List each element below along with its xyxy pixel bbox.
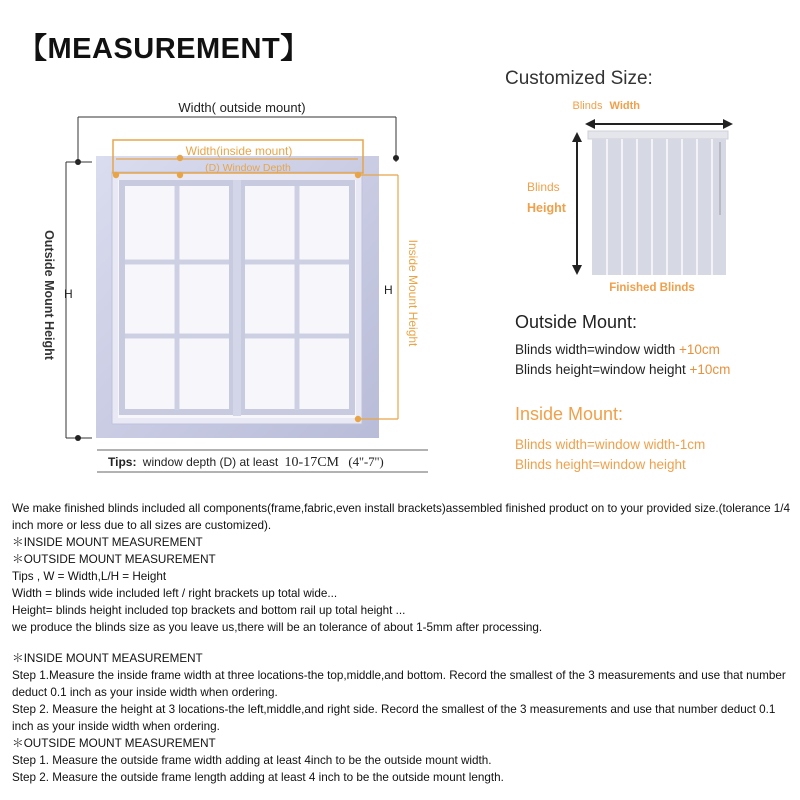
inside-mount-title: Inside Mount: <box>515 404 624 424</box>
outside-width-add: +10cm <box>678 342 720 357</box>
inside-height-label: Inside Mount Height <box>406 239 420 347</box>
outside-height-add: +10cm <box>689 362 731 377</box>
blinds-height-label-a: Blinds <box>527 180 560 194</box>
title-bracket-left: 【 <box>18 33 48 65</box>
inside-width-label: Width(inside mount) <box>185 144 293 158</box>
blinds-width-label-a: Blinds <box>572 100 603 112</box>
tolerance-note: we produce the blinds size as you leave us,there will be an tolerance of about 1-5mm after processing. <box>12 621 543 634</box>
customized-size-title: Customized Size: <box>505 68 653 89</box>
inside-mount-line-1: Blinds width=window width-1cm <box>515 437 706 452</box>
window-center-divider <box>233 180 241 416</box>
outside-mount-heading-1: ＊OUTSIDE MOUNT MEASUREMENT <box>12 553 216 566</box>
outside-step-2: Step 2. Measure the outside frame length adding at least 4 inch to be the outside mount length. <box>12 771 504 784</box>
title-text: MEASUREMENT <box>47 33 281 65</box>
blinds-height-label-b: Height <box>527 201 566 215</box>
inside-mount-heading-1: ＊INSIDE MOUNT MEASUREMENT <box>12 536 203 549</box>
finished-blinds-label: Finished Blinds <box>609 282 695 294</box>
inside-step-1: Step 1.Measure the inside frame width at three locations-the top,middle,and bottom. Record the smallest of the 3 measurements and use that number deduct 0.1 inch as your inside width when ordering. <box>12 669 786 699</box>
outside-step-1: Step 1. Measure the outside frame width adding at least 4inch to be the outside mount width. <box>12 754 492 767</box>
window-depth-label: (D) Window Depth <box>205 162 291 174</box>
h-right-label: H <box>384 283 393 297</box>
outside-width-rule: Blinds width=window width <box>515 342 676 357</box>
outside-mount-line-2 <box>515 362 730 377</box>
outside-height-dot-bottom <box>75 435 81 441</box>
title-bracket-right: 】 <box>280 33 310 65</box>
outside-mount-heading-2: ＊OUTSIDE MOUNT MEASUREMENT <box>12 737 216 750</box>
width-definition: Width = blinds wide included left / right brackets up total wide... <box>12 587 338 600</box>
tips-line <box>108 454 384 470</box>
tips-inch: (4''-7'') <box>348 454 384 469</box>
tips-text: window depth (D) at least <box>142 455 279 469</box>
outside-height-label: Outside Mount Height <box>42 230 56 360</box>
inside-mount-line-2: Blinds height=window height <box>515 457 686 472</box>
window-measurement-diagram <box>0 85 500 480</box>
svg-text:Blinds Width <box>573 100 641 112</box>
intro-paragraph: We make finished blinds included all components(frame,fabric,even install brackets)assembled finished product on to your provided size.(tolerance 1/4 inch more or less due to all sizes are customized). <box>12 502 791 532</box>
tips-value: 10-17CM <box>284 455 339 470</box>
outside-width-label: Width( outside mount) <box>178 100 306 115</box>
outside-width-dot-right <box>393 155 399 161</box>
blinds-headrail <box>588 131 728 139</box>
outside-mount-title: Outside Mount: <box>515 312 638 332</box>
finished-blinds-diagram <box>500 95 760 300</box>
outside-height-rule: Blinds height=window height <box>515 362 686 377</box>
blinds-slats <box>592 139 726 275</box>
height-definition: Height= blinds height included top brackets and bottom rail up total height ... <box>12 604 406 617</box>
page-title <box>18 26 310 67</box>
tips-label: Tips: <box>108 455 137 469</box>
blinds-width-label-b: Width <box>609 100 640 112</box>
tips-definition: Tips , W = Width,L/H = Height <box>12 570 167 583</box>
instructions-text <box>12 500 797 786</box>
inside-step-2: Step 2. Measure the height at 3 locations-the left,middle,and right side. Record the smallest of the 3 measurements and use that number deduct 0.1 inch as your inside width when ordering. <box>12 703 776 733</box>
h-left-label: H <box>64 287 73 301</box>
outside-mount-line-1 <box>515 342 720 357</box>
inside-mount-heading-2: ＊INSIDE MOUNT MEASUREMENT <box>12 652 203 665</box>
